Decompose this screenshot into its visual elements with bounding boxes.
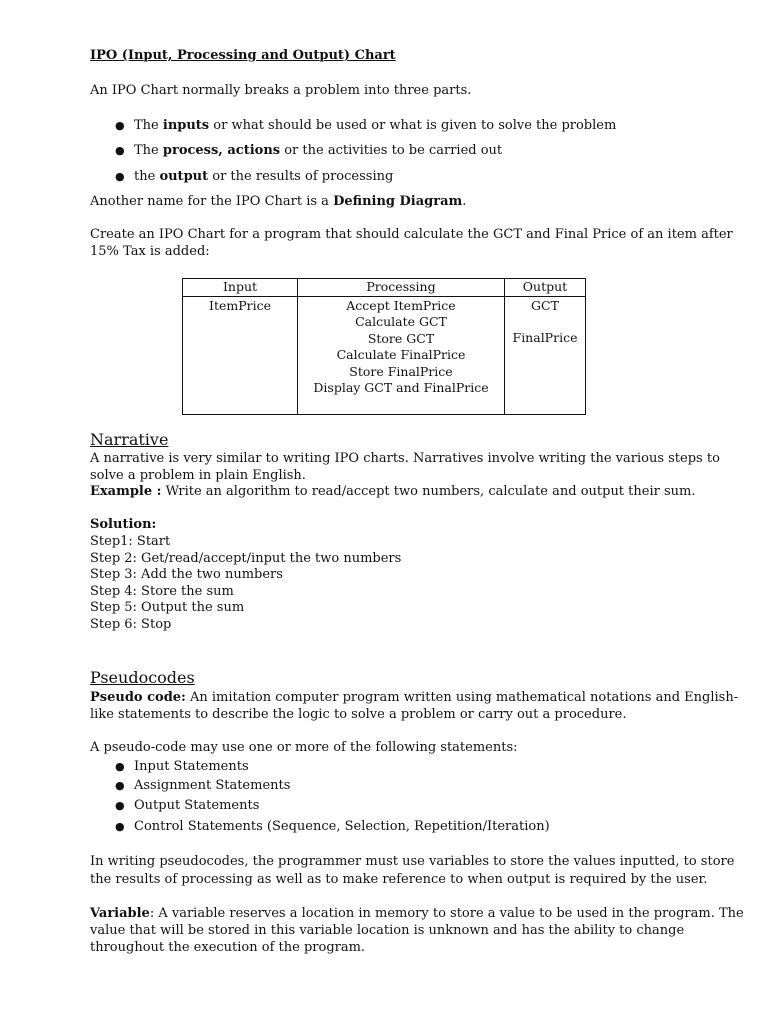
bullet-dot: ●	[115, 820, 125, 833]
bullet-dot: ●	[115, 779, 125, 792]
ipo-intro: An IPO Chart normally breaks a problem into three parts.	[90, 83, 472, 98]
step-line: Step 2: Get/read/accept/input the two numbers	[90, 551, 402, 566]
processing-step: Store GCT	[367, 330, 435, 346]
statement-item: Assignment Statements	[134, 778, 291, 793]
solution-label: Solution:	[90, 517, 157, 532]
pseudocode-heading: Pseudocodes	[90, 668, 195, 687]
step-line: Step 3: Add the two numbers	[90, 567, 283, 582]
ipo-table	[182, 278, 586, 415]
bullet-process: The process, actions or the activities to be carried out	[134, 143, 503, 158]
another-name-line: Another name for the IPO Chart is a Defining Diagram.	[90, 194, 467, 209]
variable-line-3: throughout the execution of the program.	[90, 940, 366, 955]
header-processing: Processing	[298, 279, 505, 297]
cell-input	[183, 296, 298, 414]
narrative-line-2: solve a problem in plain English.	[90, 468, 306, 483]
bullet-dot: ●	[115, 119, 125, 132]
ipo-table-row	[183, 296, 586, 414]
task-line-2: 15% Tax is added:	[90, 244, 210, 259]
output-item: FinalPrice	[512, 330, 578, 345]
bullet-dot: ●	[115, 799, 125, 812]
header-output: Output	[505, 279, 586, 297]
output-spacer	[509, 314, 581, 330]
statement-item: Input Statements	[134, 759, 249, 774]
bullet-dot: ●	[115, 760, 125, 773]
bullet-dot: ●	[115, 170, 125, 183]
cell-output	[505, 296, 586, 414]
pseudocode-def-line-2: like statements to describe the logic to solve a problem or carry out a procedure.	[90, 707, 627, 722]
task-line-1: Create an IPO Chart for a program that should calculate the GCT and Final Price of an item after	[90, 227, 733, 242]
processing-step: Calculate FinalPrice	[336, 347, 466, 362]
step-line: Step1: Start	[90, 534, 171, 549]
variable-line-1: Variable: A variable reserves a location in memory to store a value to be used in the program. The	[90, 906, 744, 921]
processing-step: Calculate GCT	[355, 314, 447, 329]
statement-item: Output Statements	[134, 798, 260, 813]
ipo-title: IPO (Input, Processing and Output) Chart	[90, 48, 396, 63]
writing-line-1: In writing pseudocodes, the programmer must use variables to store the values inputted, to store	[90, 854, 735, 869]
ipo-table-header-row	[183, 279, 586, 297]
step-line: Step 4: Store the sum	[90, 584, 234, 599]
bullet-inputs: The inputs or what should be used or what is given to solve the problem	[134, 118, 617, 133]
header-input: Input	[183, 279, 298, 297]
processing-step: Display GCT and FinalPrice	[313, 380, 489, 395]
processing-step: Accept ItemPrice	[346, 297, 456, 313]
pseudocode-def-line-1: Pseudo code: An imitation computer program written using mathematical notations and English-	[90, 690, 739, 705]
statement-item: Control Statements (Sequence, Selection, Repetition/Iteration)	[134, 819, 550, 834]
step-line: Step 5: Output the sum	[90, 600, 245, 615]
output-item: GCT	[531, 297, 559, 313]
cell-processing	[298, 296, 505, 414]
variable-line-2: value that will be stored in this variable location is unknown and has the ability to change	[90, 923, 685, 938]
writing-line-2: the results of processing as well as to make reference to when output is required by the user.	[90, 872, 708, 887]
bullet-output: the output or the results of processing	[134, 169, 394, 184]
input-item: ItemPrice	[209, 297, 271, 313]
processing-step: Store FinalPrice	[349, 363, 453, 379]
narrative-line-1: A narrative is very similar to writing IPO charts. Narratives involve writing the various steps to	[90, 451, 720, 466]
may-use-line: A pseudo-code may use one or more of the following statements:	[90, 740, 518, 755]
narrative-heading: Narrative	[90, 430, 169, 449]
example-line: Example : Write an algorithm to read/accept two numbers, calculate and output their sum.	[90, 484, 696, 499]
step-line: Step 6: Stop	[90, 617, 172, 632]
bullet-dot: ●	[115, 144, 125, 157]
